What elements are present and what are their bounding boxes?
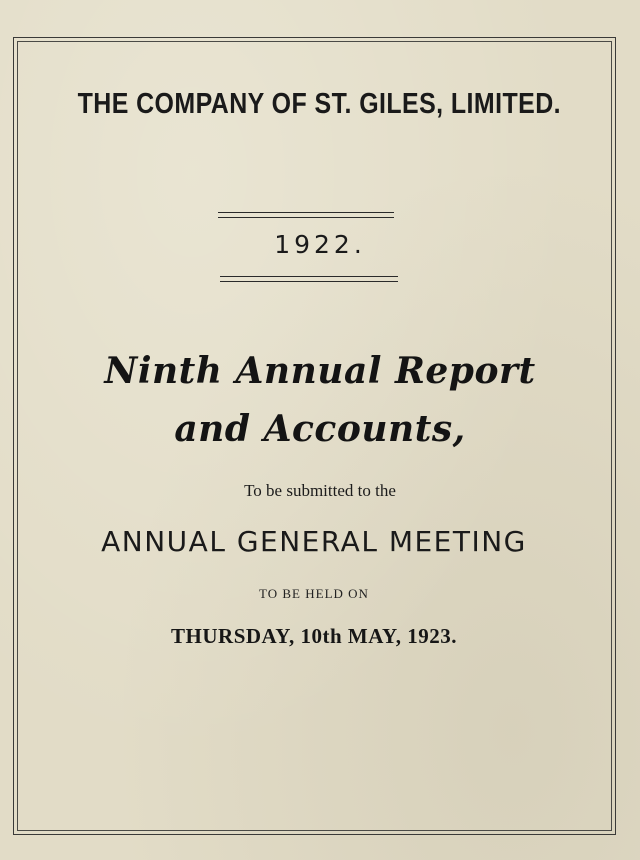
double-rule-bottom: [220, 276, 398, 282]
submitted-text: To be submitted to the: [244, 481, 396, 500]
report-title-line-2: and Accounts,: [174, 408, 466, 450]
company-name: THE COMPANY OF ST. GILES, LIMITED.: [77, 88, 562, 120]
meeting-date: THURSDAY, 10th MAY, 1923.: [171, 624, 457, 648]
report-year: 1922.: [274, 230, 366, 259]
double-rule-top: [218, 212, 394, 218]
held-on-text: TO BE HELD ON: [259, 586, 369, 601]
meeting-title: ANNUAL GENERAL MEETING: [101, 525, 527, 558]
report-title-line-1: Ninth Annual Report: [104, 350, 536, 392]
